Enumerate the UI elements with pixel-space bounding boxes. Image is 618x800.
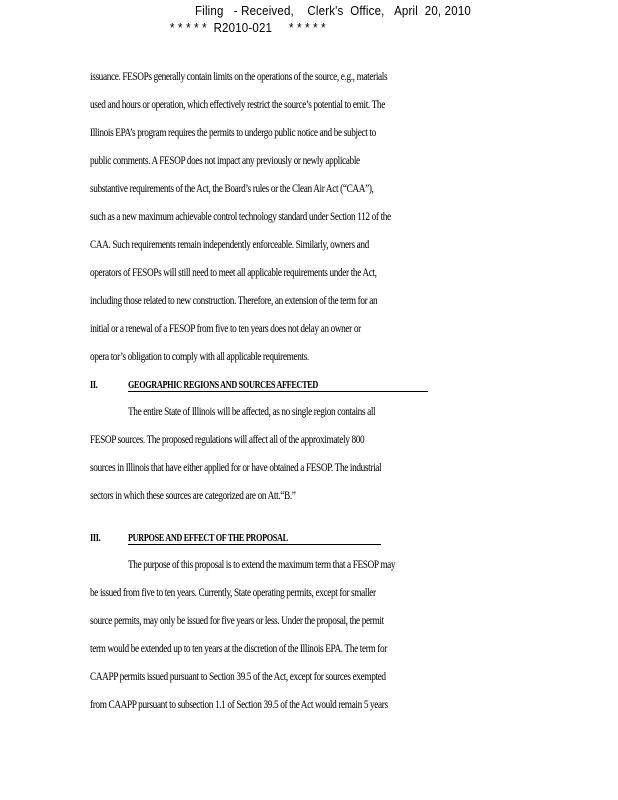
body-line: CAAPP permits issued pursuant to Section 39.5 of the Act, except for sources exempted	[90, 671, 386, 683]
filing-stamp-line-2: * * * * * R2010-021 * * * * *	[170, 21, 326, 35]
body-line: operators of FESOPs will still need to meet all applicable requirements under the Act,	[90, 267, 377, 279]
body-line: including those related to new construction. Therefore, an extension of the term for an	[90, 295, 378, 307]
section-3-title-underline	[128, 544, 381, 545]
body-line: source permits, may only be issued for five years or less. Under the proposal, the permit	[90, 615, 384, 627]
body-line: used and hours or operation, which effectively restrict the source’s potential to emit. The	[90, 99, 385, 111]
section-2-title-underline	[128, 391, 428, 392]
body-line: issuance. FESOPs generally contain limits on the operations of the source, e.g., materials	[90, 71, 388, 83]
body-line: The purpose of this proposal is to extend the maximum term that a FESOP may	[128, 559, 396, 571]
body-line: substantive requirements of the Act, the Board’s rules or the Clean Air Act (“CAA”),	[90, 183, 374, 195]
filing-stamp-line-1: Filing - Received, Clerk's Office, April 20, 2010	[195, 4, 471, 18]
body-line: CAA. Such requirements remain independently enforceable. Similarly, owners and	[90, 239, 369, 251]
body-line: initial or a renewal of a FESOP from five to ten years does not delay an owner or	[90, 323, 361, 335]
body-line: FESOP sources. The proposed regulations will affect all of the approximately 800	[90, 434, 365, 446]
section-3-number: III.	[90, 533, 101, 544]
section-2-title: GEOGRAPHIC REGIONS AND SOURCES AFFECTED	[128, 380, 318, 391]
body-line: from CAAPP pursuant to subsection 1.1 of Section 39.5 of the Act would remain 5 years	[90, 699, 388, 711]
body-line: Illinois EPA’s program requires the permits to undergo public notice and be subject to	[90, 127, 376, 139]
body-line: sources in Illinois that have either applied for or have obtained a FESOP. The industrial	[90, 462, 382, 474]
body-line: term would be extended up to ten years at the discretion of the Illinois EPA. The term for	[90, 643, 387, 655]
section-2-number: II.	[90, 380, 98, 391]
body-line: public comments. A FESOP does not impact any previously or newly applicable	[90, 155, 360, 167]
body-line: such as a new maximum achievable control technology standard under Section 112 of the	[90, 211, 391, 223]
body-line: The entire State of Illinois will be affected, as no single region contains all	[128, 406, 376, 418]
section-3-title: PURPOSE AND EFFECT OF THE PROPOSAL	[128, 533, 288, 544]
body-line: opera tor’s obligation to comply with all applicable requirements.	[90, 351, 309, 363]
body-line: be issued from five to ten years. Currently, State operating permits, except for smaller	[90, 587, 376, 599]
body-line: sectors in which these sources are categorized are on Att.“B.”	[90, 490, 296, 502]
